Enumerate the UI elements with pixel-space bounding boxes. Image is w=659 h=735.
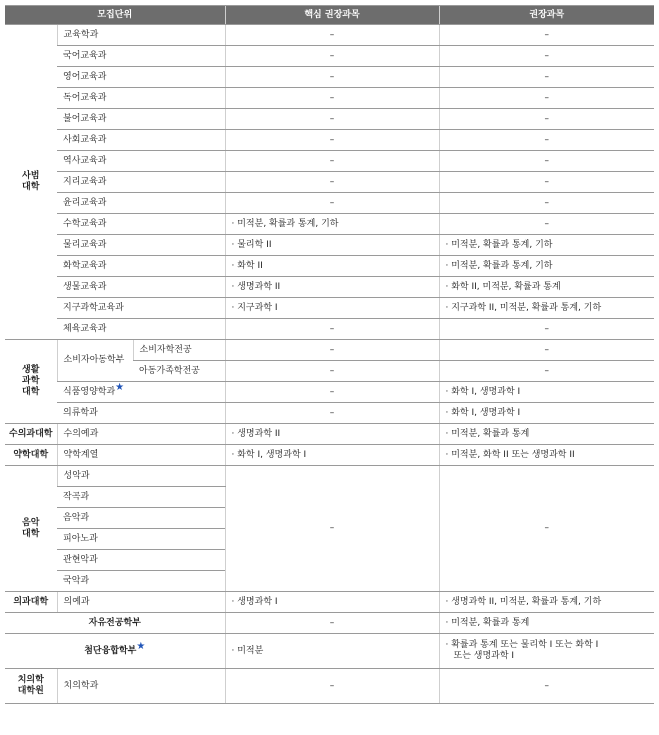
table-row (5, 613, 654, 634)
unit-cell: 치의학과 (57, 669, 225, 704)
unit-cell: 작곡과 (57, 487, 225, 508)
core-cell: – (225, 669, 439, 704)
table-row (5, 88, 654, 109)
unit-cell: 사회교육과 (57, 130, 225, 151)
rec-cell: – (439, 361, 654, 382)
group-uigwa: 의과대학 (5, 592, 57, 613)
unit-cell: 자유전공학부 (5, 613, 225, 634)
unit-cell: 수학교육과 (57, 214, 225, 235)
core-cell: · 생명과학 II (225, 424, 439, 445)
sub-unit-cell: 소비자학전공 (133, 340, 225, 361)
core-cell: · 화학 II (225, 256, 439, 277)
core-cell: – (225, 340, 439, 361)
unit-cell: 화학교육과 (57, 256, 225, 277)
rec-cell: – (439, 340, 654, 361)
rec-cell: · 화학 II, 미적분, 확률과 통계 (439, 277, 654, 298)
table-row (5, 592, 654, 613)
rec-cell: – (439, 130, 654, 151)
rec-cell: – (439, 46, 654, 67)
table-row (5, 214, 654, 235)
table-row (5, 235, 654, 256)
core-cell: · 생명과학 I (225, 592, 439, 613)
core-cell: – (225, 613, 439, 634)
core-cell: – (225, 466, 439, 592)
table-row (5, 256, 654, 277)
core-cell: – (225, 361, 439, 382)
unit-cell: 첨단융합학부★ (5, 634, 225, 669)
rec-cell: · 화학 I, 생명과학 I (439, 382, 654, 403)
table-row (5, 403, 654, 424)
table-row (5, 466, 654, 487)
core-cell: – (225, 193, 439, 214)
core-cell: · 물리학 II (225, 235, 439, 256)
core-cell: – (225, 172, 439, 193)
core-cell: – (225, 382, 439, 403)
table-row (5, 277, 654, 298)
core-cell: – (225, 88, 439, 109)
core-cell: · 생명과학 II (225, 277, 439, 298)
core-cell: · 미적분 (225, 634, 439, 669)
unit-cell: 체육교육과 (57, 319, 225, 340)
rec-cell: · 화학 I, 생명과학 I (439, 403, 654, 424)
rec-cell: · 미적분, 화학 II 또는 생명과학 II (439, 445, 654, 466)
table-row (5, 67, 654, 88)
rec-cell: – (439, 466, 654, 592)
group-yakhak: 약학대학 (5, 445, 57, 466)
table-row (5, 130, 654, 151)
unit-cell: 생물교육과 (57, 277, 225, 298)
core-cell: – (225, 319, 439, 340)
core-cell: – (225, 403, 439, 424)
unit-cell: 약학계열 (57, 445, 225, 466)
unit-cell: 역사교육과 (57, 151, 225, 172)
unit-cell: 의류학과 (57, 403, 225, 424)
table-row (5, 340, 654, 361)
unit-cell: 지구과학교육과 (57, 298, 225, 319)
star-icon: ★ (136, 640, 146, 652)
core-cell: – (225, 151, 439, 172)
star-icon: ★ (115, 381, 125, 393)
unit-cell: 식품영양학과★ (57, 382, 225, 403)
core-cell: · 미적분, 확률과 통계, 기하 (225, 214, 439, 235)
unit-cell: 국어교육과 (57, 46, 225, 67)
unit-cell: 교육학과 (57, 25, 225, 46)
table-row (5, 298, 654, 319)
unit-cell: 영어교육과 (57, 67, 225, 88)
group-chiui: 치의학 대학원 (5, 669, 57, 704)
rec-cell: – (439, 67, 654, 88)
rec-cell: – (439, 193, 654, 214)
rec-cell: · 생명과학 II, 미적분, 확률과 통계, 기하 (439, 592, 654, 613)
unit-cell: 윤리교육과 (57, 193, 225, 214)
core-cell: – (225, 130, 439, 151)
group-eumak: 음악 대학 (5, 466, 57, 592)
table-row (5, 634, 654, 669)
rec-cell: · 지구과학 II, 미적분, 확률과 통계, 기하 (439, 298, 654, 319)
rec-cell: – (439, 151, 654, 172)
unit-cell: 의예과 (57, 592, 225, 613)
unit-cell: 음악과 (57, 508, 225, 529)
rec-cell: · 확률과 통계 또는 물리학 I 또는 화학 I 또는 생명과학 I (439, 634, 654, 669)
unit-cell: 수의예과 (57, 424, 225, 445)
table-row (5, 172, 654, 193)
table-header-row (5, 6, 654, 25)
unit-cell: 소비자아동학부 (57, 340, 133, 382)
header-unit: 모집단위 (5, 6, 225, 25)
table-row (5, 193, 654, 214)
unit-cell: 관현악과 (57, 550, 225, 571)
table-row (5, 25, 654, 46)
table-row (5, 109, 654, 130)
rec-cell: · 미적분, 확률과 통계, 기하 (439, 256, 654, 277)
rec-cell: – (439, 319, 654, 340)
header-recommended: 권장과목 (439, 6, 654, 25)
group-sabeom: 사범 대학 (5, 25, 57, 340)
rec-cell: – (439, 669, 654, 704)
core-cell: · 지구과학 I (225, 298, 439, 319)
table-row (5, 445, 654, 466)
header-core: 핵심 권장과목 (225, 6, 439, 25)
unit-cell: 불어교육과 (57, 109, 225, 130)
rec-cell: – (439, 214, 654, 235)
table-row (5, 382, 654, 403)
core-cell: – (225, 109, 439, 130)
unit-cell: 국악과 (57, 571, 225, 592)
table-row (5, 669, 654, 704)
table-row (5, 46, 654, 67)
core-cell: · 화학 I, 생명과학 I (225, 445, 439, 466)
unit-cell: 피아노과 (57, 529, 225, 550)
unit-cell: 성악과 (57, 466, 225, 487)
rec-cell: · 미적분, 확률과 통계 (439, 424, 654, 445)
core-cell: – (225, 25, 439, 46)
table-row (5, 319, 654, 340)
sub-unit-cell: 아동가족학전공 (133, 361, 225, 382)
rec-cell: – (439, 88, 654, 109)
table-row (5, 424, 654, 445)
rec-cell: – (439, 25, 654, 46)
core-cell: – (225, 46, 439, 67)
table-row (5, 151, 654, 172)
unit-cell: 물리교육과 (57, 235, 225, 256)
group-saenghwal: 생활 과학 대학 (5, 340, 57, 424)
group-suui: 수의과대학 (5, 424, 57, 445)
core-cell: – (225, 67, 439, 88)
rec-cell: – (439, 172, 654, 193)
unit-cell: 지리교육과 (57, 172, 225, 193)
unit-cell: 독어교육과 (57, 88, 225, 109)
rec-cell: · 미적분, 확률과 통계 (439, 613, 654, 634)
rec-cell: – (439, 109, 654, 130)
rec-cell: · 미적분, 확률과 통계, 기하 (439, 235, 654, 256)
admission-table (5, 5, 654, 704)
